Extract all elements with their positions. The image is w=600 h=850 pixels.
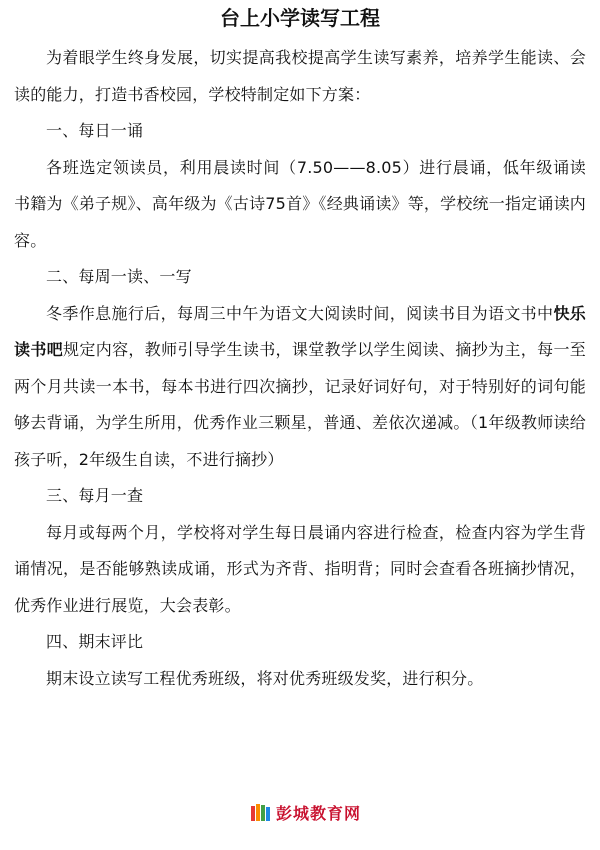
weekly-text-after: 规定内容，教师引导学生读书，课堂教学以学生阅读、摘抄为主，每一至两个月共读一本书，每本书进行四次摘抄，记录好词好句，对于特别好的词句能够去背诵，为学生所用，优秀作业三颗星，普通、差依次递减。（1年级教师读给孩子听，2年级生自读，不进行摘抄） xyxy=(14,340,586,469)
weekly-bold-text: 快乐读书吧 xyxy=(14,303,587,359)
daily-paragraph: 各班选定领读员，利用晨读时间（7.50——8.05）进行晨诵，低年级诵读书籍为《弟子规》、高年级为《古诗75首》《经典诵读》等，学校统一指定诵读内容。 xyxy=(14,157,586,250)
section-heading-weekly: 二、每周一读、一写 xyxy=(46,267,192,286)
intro-paragraph: 为着眼学生终身发展，切实提高我校提高学生读写素养，培养学生能读、会读的能力，打造书香校园，学校特制定如下方案： xyxy=(14,48,586,104)
section-heading-term: 四、期末评比 xyxy=(46,632,144,651)
section-heading-daily: 一、每日一诵 xyxy=(46,121,144,140)
monthly-paragraph: 每月或每两个月，学校将对学生每日晨诵内容进行检查，检查内容为学生背诵情况，是否能够熟读成诵，形式为齐背、指明背；同时会查看各班摘抄情况，优秀作业进行展览，大会表彰。 xyxy=(14,522,586,615)
term-paragraph: 期末设立读写工程优秀班级，将对优秀班级发奖，进行积分。 xyxy=(46,668,484,688)
document-body xyxy=(14,40,586,697)
watermark-text: 彭城教育网 xyxy=(276,803,362,823)
site-watermark xyxy=(250,801,361,823)
weekly-text-before: 冬季作息施行后，每周三中午为语文大阅读时间，阅读书目为语文书中 xyxy=(46,303,554,323)
weekly-paragraph xyxy=(14,296,586,479)
section-heading-monthly: 三、每月一查 xyxy=(46,486,144,505)
book-logo-icon xyxy=(250,802,272,822)
document-title: 台上小学读写工程 xyxy=(220,6,380,30)
